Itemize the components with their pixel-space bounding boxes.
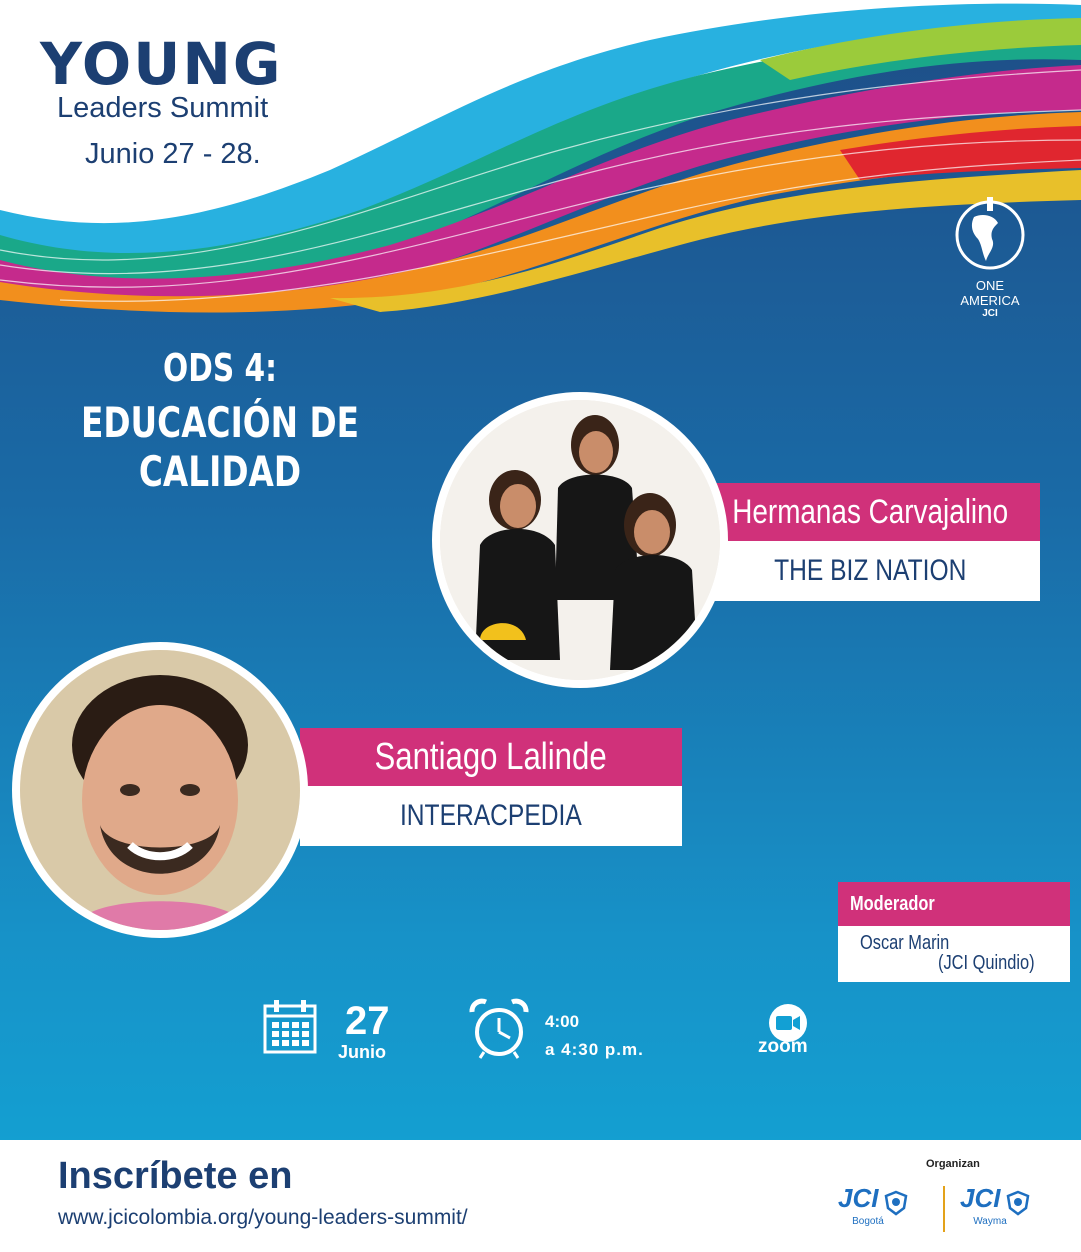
organizer-jci-bogota (838, 1183, 938, 1227)
organizer-2-chapter: Wayma (973, 1215, 1007, 1227)
heading-line-2: EDUCACIÓN DE CALIDAD (80, 398, 360, 496)
moderator-name: Oscar Marin (860, 932, 950, 954)
moderator-organization: (JCI Quindio) (938, 952, 1035, 974)
speaker-2-organization: INTERACPEDIA (400, 799, 582, 832)
one-america-name: ONE AMERICA (960, 278, 1020, 308)
jci-shield-icon (1005, 1190, 1031, 1216)
globe-icon (952, 195, 1028, 271)
organizer-2-name: JCI (960, 1183, 1001, 1213)
jci-shield-icon (883, 1190, 909, 1216)
organizer-divider (943, 1186, 945, 1232)
register-heading: Inscríbete en (58, 1155, 293, 1197)
speaker-2-name-bar (300, 728, 682, 786)
organizers-label: Organizan (926, 1158, 980, 1170)
brand-subtitle: Leaders Summit (57, 92, 269, 124)
organizer-1-name: JCI (838, 1183, 879, 1213)
brand-title: YOUNG (40, 30, 283, 98)
speaker-1-name-bar (700, 483, 1040, 541)
speaker-1-name: Hermanas Carvajalino (732, 492, 1008, 531)
moderator-label: Moderador (850, 892, 935, 915)
calendar-icon (262, 998, 318, 1056)
organizer-1-chapter: Bogotá (852, 1215, 884, 1227)
zoom-label: zoom (758, 1036, 808, 1057)
speaker-1-organization: THE BIZ NATION (773, 554, 967, 587)
event-dates: Junio 27 - 28. (85, 138, 261, 170)
event-time-start: 4:00 (545, 1012, 580, 1031)
event-month: Junio (338, 1042, 386, 1062)
speaker-2-name: Santiago Lalinde (374, 735, 608, 778)
one-america-org: JCI (982, 308, 998, 319)
moderator-label-bar (838, 882, 1070, 926)
one-america-logo (945, 195, 1035, 319)
event-day: 27 (345, 999, 390, 1043)
alarm-clock-icon (468, 998, 530, 1060)
speaker-2-org-bar (300, 786, 682, 846)
speaker-2-photo (12, 642, 308, 938)
organizer-jci-wayma (960, 1183, 1060, 1227)
heading-line-1: ODS 4: (163, 346, 277, 390)
register-url[interactable]: www.jcicolombia.org/young-leaders-summit/ (58, 1206, 468, 1229)
event-time-end: a 4:30 p.m. (545, 1040, 644, 1059)
moderator-info (838, 926, 1070, 982)
speaker-1-org-bar (700, 541, 1040, 601)
speaker-1-photo (432, 392, 728, 688)
